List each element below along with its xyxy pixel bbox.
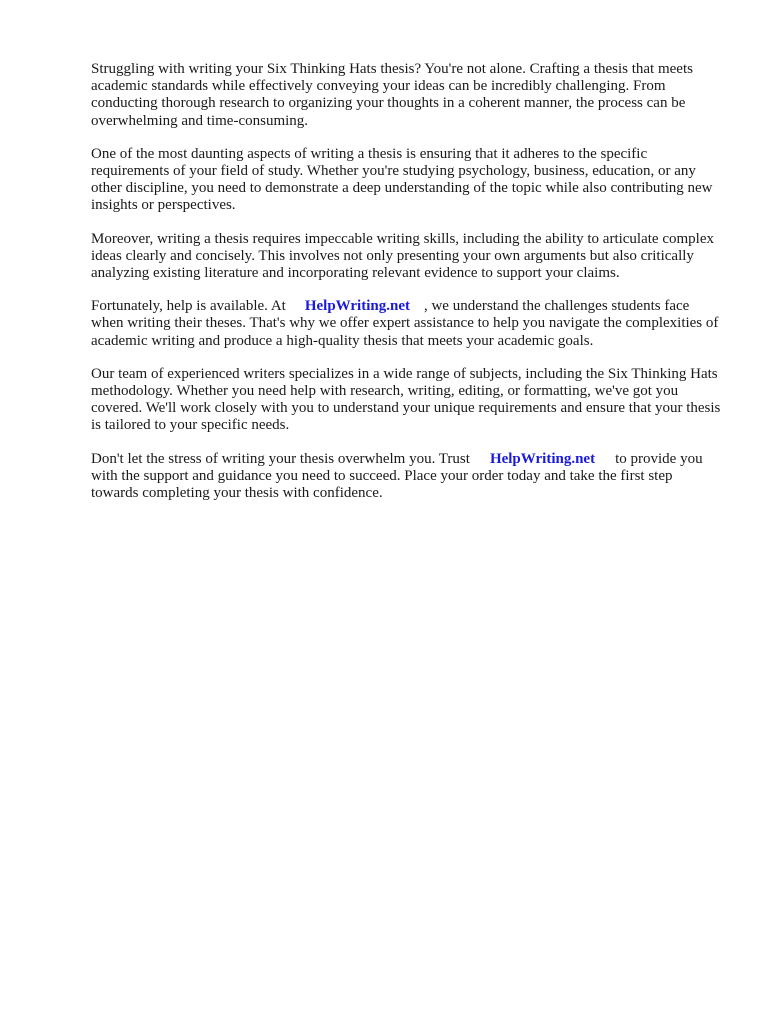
document-body [91,61,723,518]
paragraph-skills: Moreover, writing a thesis requires impeccable writing skills, including the ability to articulate complex ideas clearly and concisely. This involves not only presenting your own arguments but also critically analyzing existing literature and incorporating relevant evidence to support your claims. [91,230,714,282]
paragraph-help-available [91,298,723,350]
helpwriting-link[interactable]: HelpWriting.net [304,298,410,315]
paragraph-team: Our team of experienced writers specializes in a wide range of subjects, including the Six Thinking Hats methodology. Whether you need help with research, writing, editing, or formatting, we've got you covered. We'll work closely with you to understand your unique requirements and ensure that your thesis is tailored to your specific needs. [91,365,721,434]
paragraph-intro: Struggling with writing your Six Thinking Hats thesis? You're not alone. Crafting a thesis that meets academic standards while effectively conveying your ideas can be incredibly challenging. From conducting thorough research to organizing your thoughts in a coherent manner, the process can be overwhelming and time-consuming. [91,61,693,129]
paragraph-help-text-after: , we understand the challenges students face when writing their theses. That's why we offer expert assistance to help you navigate the complexities of academic writing and produce a high-quality thesis that meets your academic goals. [91,298,719,349]
paragraph-requirements: One of the most daunting aspects of writing a thesis is ensuring that it adheres to the specific requirements of your field of study. Whether you're studying psychology, business, education, or any other discipline, you need to demonstrate a deep understanding of the topic while also contributing new insights or perspectives. [91,145,713,214]
paragraph-help-text-before: Fortunately, help is available. At [91,298,286,315]
helpwriting-link[interactable]: HelpWriting.net [489,450,596,467]
paragraph-cta-text-before: Don't let the stress of writing your thesis overwhelm you. Trust [91,450,470,467]
paragraph-cta-text-after: to provide you with the support and guidance you need to succeed. Place your order today and take the first step towards completing your thesis with confidence. [91,450,703,502]
paragraph-call-to-action [91,451,723,503]
